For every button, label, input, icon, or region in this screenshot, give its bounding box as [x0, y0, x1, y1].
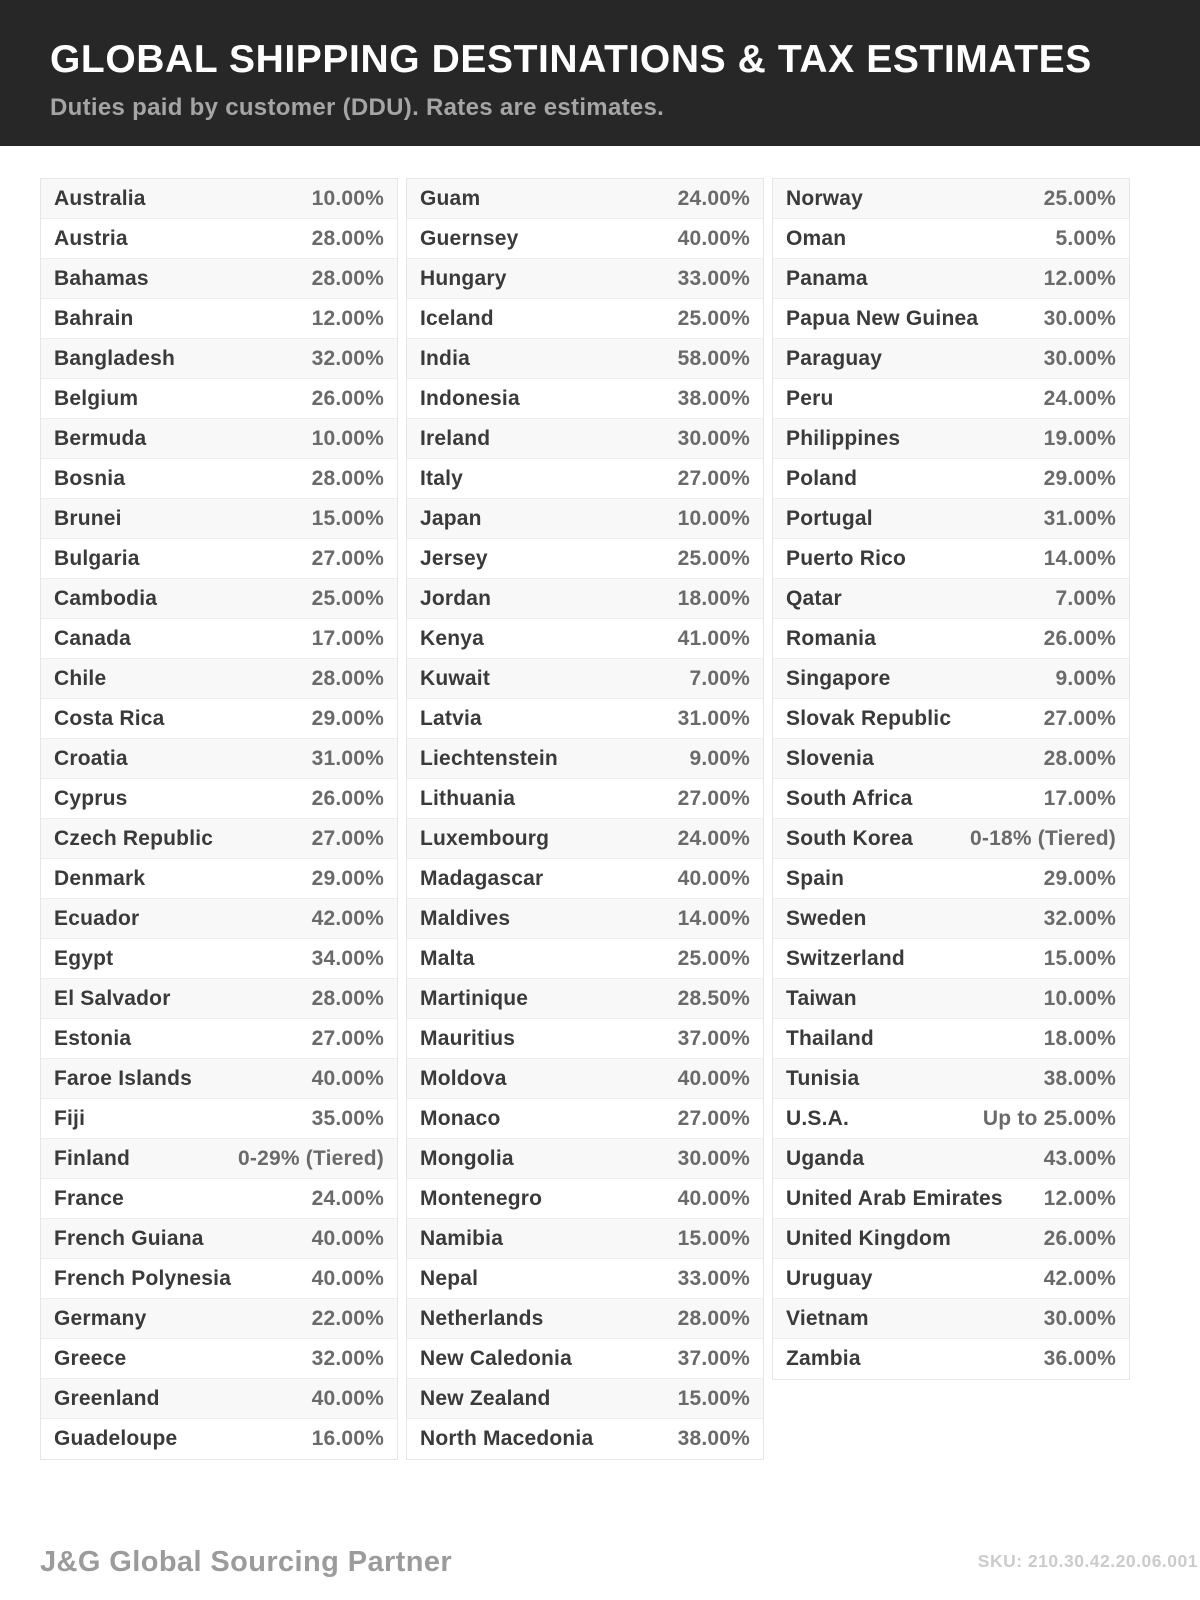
table-row — [407, 859, 763, 899]
rate-value: 28.00% — [677, 1306, 750, 1330]
table-row — [41, 339, 397, 379]
table-row — [773, 779, 1129, 819]
table-row — [407, 739, 763, 779]
country-name: South Africa — [786, 786, 913, 810]
table-row — [773, 1059, 1129, 1099]
table-row — [41, 1419, 397, 1459]
country-name: Mauritius — [420, 1026, 516, 1050]
rate-value: 26.00% — [1043, 1226, 1116, 1250]
country-name: Latvia — [420, 706, 482, 730]
table-row — [41, 1299, 397, 1339]
rate-value: 0-18% (Tiered) — [970, 826, 1116, 850]
country-name: Taiwan — [786, 986, 857, 1010]
rate-value: 18.00% — [1043, 1026, 1116, 1050]
table-row — [773, 859, 1129, 899]
table-row — [407, 379, 763, 419]
rate-value: 31.00% — [311, 746, 384, 770]
table-row — [41, 899, 397, 939]
country-name: Netherlands — [420, 1306, 544, 1330]
country-name: El Salvador — [54, 986, 171, 1010]
rate-value: 25.00% — [1043, 186, 1116, 210]
country-name: Kenya — [420, 626, 485, 650]
country-name: Estonia — [54, 1026, 132, 1050]
country-name: Panama — [786, 266, 868, 290]
table-row — [41, 779, 397, 819]
country-name: India — [420, 346, 471, 370]
country-name: Paraguay — [786, 346, 883, 370]
table-row — [407, 659, 763, 699]
country-name: Faroe Islands — [54, 1066, 192, 1090]
country-name: French Guiana — [54, 1226, 204, 1250]
table-row — [407, 939, 763, 979]
rate-value: 22.00% — [311, 1306, 384, 1330]
table-row — [773, 739, 1129, 779]
rate-value: 14.00% — [677, 906, 750, 930]
country-name: Oman — [786, 226, 847, 250]
country-name: Martinique — [420, 986, 529, 1010]
table-row — [773, 539, 1129, 579]
country-name: Bangladesh — [54, 346, 176, 370]
country-name: Tunisia — [786, 1066, 860, 1090]
country-name: Thailand — [786, 1026, 874, 1050]
header-banner — [0, 0, 1200, 146]
country-name: Lithuania — [420, 786, 516, 810]
rate-value: 38.00% — [1043, 1066, 1116, 1090]
country-name: Greenland — [54, 1386, 160, 1410]
table-row — [407, 259, 763, 299]
table-row — [41, 979, 397, 1019]
country-name: Guernsey — [420, 226, 519, 250]
table-row — [773, 1219, 1129, 1259]
country-name: Jordan — [420, 586, 492, 610]
table-row — [773, 579, 1129, 619]
table-row — [41, 699, 397, 739]
country-name: Canada — [54, 626, 132, 650]
country-name: Liechtenstein — [420, 746, 558, 770]
country-name: Egypt — [54, 946, 114, 970]
table-row — [773, 1299, 1129, 1339]
tax-table-column-1 — [40, 178, 398, 1460]
table-row — [773, 979, 1129, 1019]
table-row — [773, 899, 1129, 939]
country-name: Austria — [54, 226, 128, 250]
country-name: U.S.A. — [786, 1106, 850, 1130]
table-row — [41, 1099, 397, 1139]
table-row — [407, 619, 763, 659]
table-row — [41, 539, 397, 579]
country-name: Fiji — [54, 1106, 86, 1130]
country-name: Uruguay — [786, 1266, 873, 1290]
table-row — [407, 299, 763, 339]
table-row — [41, 379, 397, 419]
rate-value: 28.50% — [677, 986, 750, 1010]
tax-table-column-2 — [406, 178, 764, 1460]
table-row — [773, 299, 1129, 339]
country-name: Cyprus — [54, 786, 128, 810]
rate-value: 32.00% — [1043, 906, 1116, 930]
rate-value: 32.00% — [311, 346, 384, 370]
country-name: Puerto Rico — [786, 546, 907, 570]
rate-value: 37.00% — [677, 1346, 750, 1370]
rate-value: 28.00% — [311, 666, 384, 690]
table-row — [773, 419, 1129, 459]
table-row — [41, 579, 397, 619]
table-row — [41, 219, 397, 259]
table-row — [407, 459, 763, 499]
rate-value: 30.00% — [1043, 1306, 1116, 1330]
table-row — [407, 979, 763, 1019]
country-name: Maldives — [420, 906, 511, 930]
rate-value: 25.00% — [311, 586, 384, 610]
country-name: Croatia — [54, 746, 128, 770]
table-row — [773, 459, 1129, 499]
rate-value: 42.00% — [1043, 1266, 1116, 1290]
country-name: Namibia — [420, 1226, 504, 1250]
country-name: Belgium — [54, 386, 139, 410]
table-row — [407, 779, 763, 819]
rate-value: 28.00% — [311, 466, 384, 490]
table-row — [407, 1299, 763, 1339]
country-name: Guadeloupe — [54, 1427, 178, 1450]
table-row — [773, 1019, 1129, 1059]
country-name: French Polynesia — [54, 1266, 232, 1290]
rate-value: 28.00% — [311, 986, 384, 1010]
rate-value: 26.00% — [311, 386, 384, 410]
table-row — [41, 739, 397, 779]
table-row — [773, 379, 1129, 419]
country-name: Indonesia — [420, 386, 520, 410]
country-name: Kuwait — [420, 666, 491, 690]
rate-value: 26.00% — [311, 786, 384, 810]
rate-value: 31.00% — [1043, 506, 1116, 530]
table-row — [407, 1099, 763, 1139]
rate-value: 5.00% — [1055, 226, 1116, 250]
table-row — [41, 1259, 397, 1299]
rate-value: 27.00% — [1043, 706, 1116, 730]
table-row — [41, 1179, 397, 1219]
rate-value: 12.00% — [1043, 266, 1116, 290]
country-name: Mongolia — [420, 1146, 514, 1170]
rate-value: 41.00% — [677, 626, 750, 650]
table-row — [41, 1019, 397, 1059]
rate-value: 40.00% — [311, 1066, 384, 1090]
table-row — [773, 339, 1129, 379]
table-row — [407, 899, 763, 939]
country-name: Papua New Guinea — [786, 306, 979, 330]
table-row — [407, 1179, 763, 1219]
rate-value: 28.00% — [311, 226, 384, 250]
table-row — [773, 219, 1129, 259]
rate-value: 30.00% — [1043, 306, 1116, 330]
table-row — [41, 459, 397, 499]
rate-value: 29.00% — [1043, 466, 1116, 490]
country-name: Zambia — [786, 1347, 861, 1370]
rate-value: 38.00% — [677, 386, 750, 410]
footer-brand: J&G Global Sourcing Partner — [40, 1546, 453, 1578]
country-name: Cambodia — [54, 586, 158, 610]
rate-value: 15.00% — [1043, 946, 1116, 970]
country-name: Italy — [420, 466, 464, 490]
rate-value: 17.00% — [311, 626, 384, 650]
table-row — [773, 179, 1129, 219]
country-name: Monaco — [420, 1106, 501, 1130]
country-name: Philippines — [786, 426, 901, 450]
country-name: Poland — [786, 466, 858, 490]
rate-value: 36.00% — [1043, 1347, 1116, 1370]
rate-value: 14.00% — [1043, 546, 1116, 570]
table-row — [407, 339, 763, 379]
rate-value: 17.00% — [1043, 786, 1116, 810]
rate-value: Up to 25.00% — [982, 1106, 1116, 1130]
table-row — [407, 1019, 763, 1059]
table-row — [773, 619, 1129, 659]
table-row — [41, 1339, 397, 1379]
rate-value: 29.00% — [311, 866, 384, 890]
rate-value: 10.00% — [677, 506, 750, 530]
rate-value: 28.00% — [311, 266, 384, 290]
table-row — [407, 499, 763, 539]
table-row — [773, 499, 1129, 539]
table-row — [407, 1379, 763, 1419]
rate-value: 25.00% — [677, 546, 750, 570]
table-row — [407, 419, 763, 459]
table-row — [407, 1219, 763, 1259]
country-name: South Korea — [786, 826, 914, 850]
rate-value: 42.00% — [311, 906, 384, 930]
rate-value: 24.00% — [677, 826, 750, 850]
table-row — [407, 1059, 763, 1099]
rate-value: 27.00% — [677, 1106, 750, 1130]
country-name: France — [54, 1186, 125, 1210]
rate-value: 24.00% — [1043, 386, 1116, 410]
rate-value: 24.00% — [311, 1186, 384, 1210]
rate-value: 40.00% — [677, 1186, 750, 1210]
table-row — [773, 819, 1129, 859]
rate-value: 40.00% — [311, 1386, 384, 1410]
table-row — [407, 179, 763, 219]
country-name: Qatar — [786, 586, 842, 610]
page-subtitle: Duties paid by customer (DDU). Rates are estimates. — [50, 94, 665, 121]
rate-value: 29.00% — [311, 706, 384, 730]
table-row — [41, 419, 397, 459]
table-row — [41, 1139, 397, 1179]
rate-value: 9.00% — [689, 746, 750, 770]
rate-value: 27.00% — [311, 546, 384, 570]
rate-value: 37.00% — [677, 1026, 750, 1050]
rate-value: 34.00% — [311, 946, 384, 970]
country-name: Slovenia — [786, 746, 874, 770]
table-row — [773, 1179, 1129, 1219]
table-row — [773, 1099, 1129, 1139]
rate-value: 10.00% — [311, 186, 384, 210]
country-name: Spain — [786, 866, 845, 890]
table-row — [41, 859, 397, 899]
table-row — [773, 659, 1129, 699]
table-row — [41, 179, 397, 219]
rate-value: 15.00% — [677, 1386, 750, 1410]
country-name: Bulgaria — [54, 546, 140, 570]
table-row — [407, 539, 763, 579]
country-name: Moldova — [420, 1066, 507, 1090]
country-name: Vietnam — [786, 1306, 869, 1330]
country-name: Bosnia — [54, 466, 126, 490]
country-name: Germany — [54, 1306, 147, 1330]
table-row — [407, 699, 763, 739]
table-row — [773, 1339, 1129, 1379]
country-name: United Kingdom — [786, 1226, 951, 1250]
rate-value: 9.00% — [1055, 666, 1116, 690]
country-name: Slovak Republic — [786, 706, 952, 730]
table-row — [407, 579, 763, 619]
rate-value: 15.00% — [311, 506, 384, 530]
table-row — [407, 1139, 763, 1179]
rate-value: 33.00% — [677, 1266, 750, 1290]
rate-value: 40.00% — [677, 226, 750, 250]
table-row — [41, 939, 397, 979]
rate-value: 15.00% — [677, 1226, 750, 1250]
country-name: Ecuador — [54, 906, 140, 930]
rate-value: 24.00% — [677, 186, 750, 210]
rate-value: 30.00% — [1043, 346, 1116, 370]
country-name: Norway — [786, 186, 864, 210]
country-name: Nepal — [420, 1266, 479, 1290]
country-name: Ireland — [420, 426, 491, 450]
rate-value: 16.00% — [311, 1427, 384, 1450]
table-row — [41, 1059, 397, 1099]
country-name: Chile — [54, 666, 107, 690]
table-row — [773, 939, 1129, 979]
country-name: Peru — [786, 386, 834, 410]
table-row — [41, 259, 397, 299]
country-name: Australia — [54, 186, 146, 210]
rate-value: 27.00% — [677, 786, 750, 810]
table-row — [41, 819, 397, 859]
country-name: Singapore — [786, 666, 891, 690]
rate-value: 12.00% — [1043, 1186, 1116, 1210]
country-name: Uganda — [786, 1146, 865, 1170]
country-name: Czech Republic — [54, 826, 214, 850]
rate-value: 25.00% — [677, 946, 750, 970]
country-name: Hungary — [420, 266, 507, 290]
rate-value: 12.00% — [311, 306, 384, 330]
rate-value: 32.00% — [311, 1346, 384, 1370]
country-name: Portugal — [786, 506, 873, 530]
tax-table-column-3 — [772, 178, 1130, 1380]
country-name: North Macedonia — [420, 1427, 594, 1450]
footer-sku: SKU: 210.30.42.20.06.001 — [977, 1551, 1198, 1571]
rate-value: 43.00% — [1043, 1146, 1116, 1170]
table-row — [773, 699, 1129, 739]
table-row — [407, 219, 763, 259]
rate-value: 28.00% — [1043, 746, 1116, 770]
country-name: Bermuda — [54, 426, 147, 450]
country-name: Costa Rica — [54, 706, 165, 730]
rate-value: 30.00% — [677, 1146, 750, 1170]
rate-value: 40.00% — [677, 1066, 750, 1090]
rate-value: 26.00% — [1043, 626, 1116, 650]
rate-value: 7.00% — [689, 666, 750, 690]
rate-value: 35.00% — [311, 1106, 384, 1130]
country-name: New Zealand — [420, 1386, 551, 1410]
country-name: Switzerland — [786, 946, 905, 970]
table-row — [773, 1259, 1129, 1299]
rate-value: 25.00% — [677, 306, 750, 330]
table-row — [407, 1419, 763, 1459]
rate-value: 58.00% — [677, 346, 750, 370]
table-row — [41, 499, 397, 539]
country-name: Luxembourg — [420, 826, 550, 850]
table-row — [773, 1139, 1129, 1179]
tax-table — [40, 178, 1130, 1460]
page-title: GLOBAL SHIPPING DESTINATIONS & TAX ESTIMATES — [50, 38, 1092, 81]
country-name: Finland — [54, 1146, 131, 1170]
country-name: Brunei — [54, 506, 122, 530]
table-row — [407, 1339, 763, 1379]
rate-value: 40.00% — [311, 1226, 384, 1250]
rate-value: 30.00% — [677, 426, 750, 450]
table-row — [407, 819, 763, 859]
rate-value: 38.00% — [677, 1427, 750, 1450]
rate-value: 29.00% — [1043, 866, 1116, 890]
rate-value: 27.00% — [677, 466, 750, 490]
country-name: Iceland — [420, 306, 494, 330]
country-name: Malta — [420, 946, 475, 970]
rate-value: 19.00% — [1043, 426, 1116, 450]
rate-value: 40.00% — [677, 866, 750, 890]
rate-value: 33.00% — [677, 266, 750, 290]
rate-value: 10.00% — [1043, 986, 1116, 1010]
country-name: Sweden — [786, 906, 867, 930]
table-row — [41, 659, 397, 699]
rate-value: 31.00% — [677, 706, 750, 730]
country-name: Denmark — [54, 866, 146, 890]
rate-value: 40.00% — [311, 1266, 384, 1290]
table-row — [41, 1219, 397, 1259]
rate-value: 27.00% — [311, 826, 384, 850]
rate-value: 7.00% — [1055, 586, 1116, 610]
rate-value: 0-29% (Tiered) — [238, 1146, 384, 1170]
country-name: New Caledonia — [420, 1346, 572, 1370]
country-name: Romania — [786, 626, 877, 650]
rate-value: 18.00% — [677, 586, 750, 610]
country-name: Madagascar — [420, 866, 544, 890]
table-row — [407, 1259, 763, 1299]
table-row — [41, 1379, 397, 1419]
table-row — [41, 299, 397, 339]
country-name: Montenegro — [420, 1186, 543, 1210]
country-name: Bahrain — [54, 306, 134, 330]
table-row — [41, 619, 397, 659]
country-name: Jersey — [420, 546, 488, 570]
country-name: Japan — [420, 506, 482, 530]
rate-value: 10.00% — [311, 426, 384, 450]
rate-value: 27.00% — [311, 1026, 384, 1050]
country-name: Bahamas — [54, 266, 149, 290]
country-name: United Arab Emirates — [786, 1186, 1003, 1210]
country-name: Greece — [54, 1346, 127, 1370]
table-row — [773, 259, 1129, 299]
country-name: Guam — [420, 186, 481, 210]
